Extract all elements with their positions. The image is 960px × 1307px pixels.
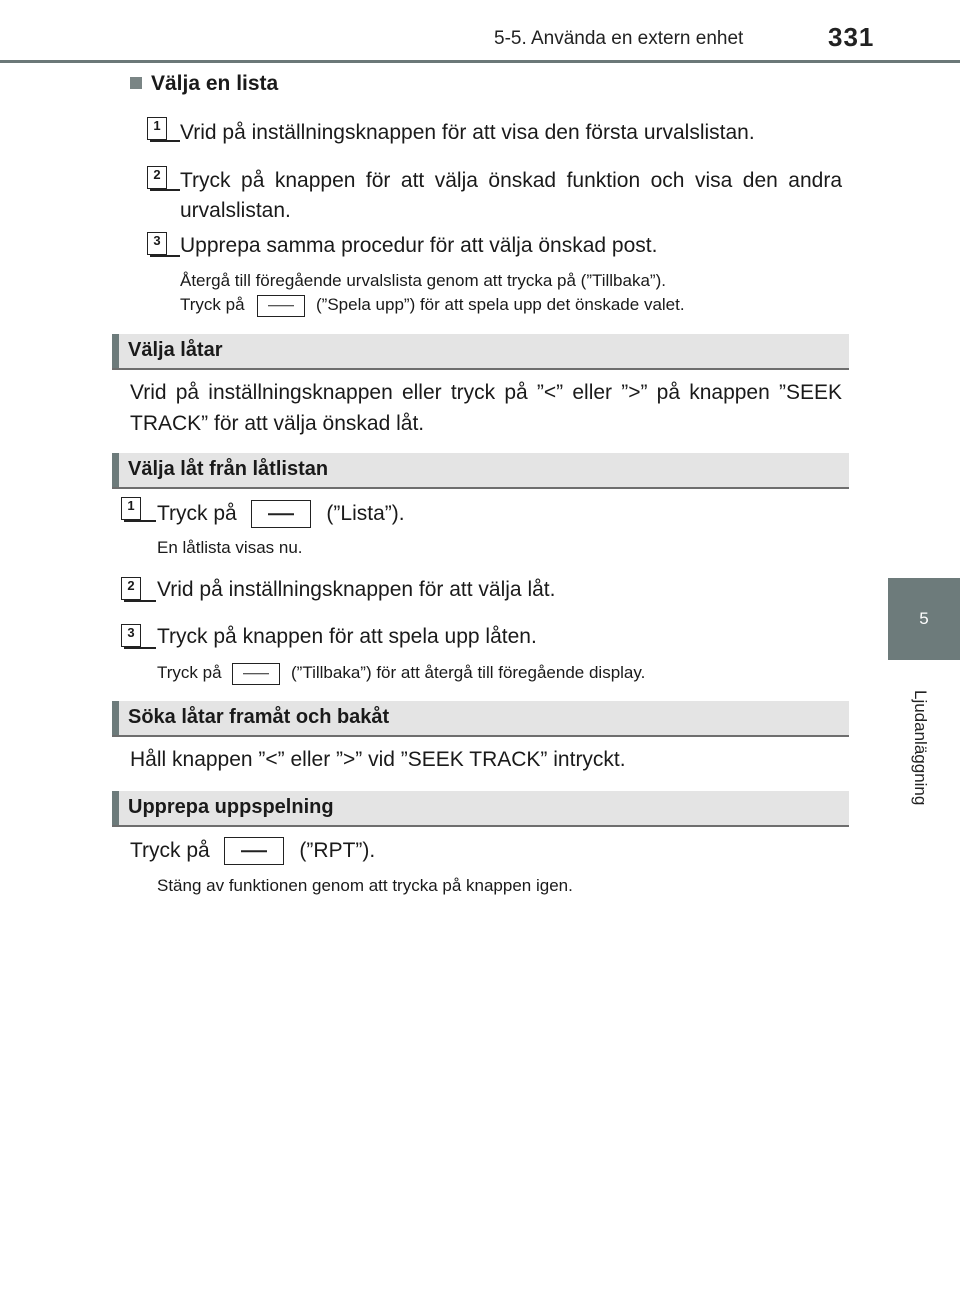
- section-bar-seek: [112, 701, 849, 737]
- step-number-text: 2: [127, 578, 135, 593]
- section-heading: Välja låt från låtlistan: [128, 458, 329, 480]
- step-text: Upprepa samma procedur för att välja önskad post.: [180, 234, 658, 257]
- rpt-button-icon: [224, 837, 284, 865]
- note-text: (”Tillbaka”) för att återgå till föregående display.: [291, 663, 646, 682]
- body-text: Håll knappen ”<” eller ”>” vid ”SEEK TRACK” intryckt.: [130, 748, 626, 771]
- subheading-select-list: [130, 72, 278, 96]
- section-heading: Välja låtar: [128, 339, 223, 361]
- step-number-text: 3: [153, 233, 161, 248]
- step-number-text: 3: [127, 625, 135, 640]
- body-text: Tryck på: [130, 839, 210, 862]
- play-button-icon: [257, 295, 305, 317]
- note-text: (”Spela upp”) för att spela upp det önskade valet.: [316, 295, 685, 314]
- note-text: Tryck på: [157, 663, 222, 682]
- chapter-tab: [888, 578, 960, 660]
- section-bar-select-tracks: [112, 334, 849, 370]
- square-bullet-icon: [130, 77, 142, 89]
- step-text: Vrid på inställningsknappen för att välja låt.: [157, 578, 556, 601]
- step-number-3: [121, 624, 141, 647]
- bar-accent: [112, 791, 119, 825]
- step-text: Vrid på inställningsknappen för att visa den första urvalslistan.: [180, 121, 755, 144]
- step-number-2: [147, 166, 167, 189]
- section-heading: Upprepa uppspelning: [128, 796, 334, 818]
- step-text: Tryck på knappen för att spela upp låten.: [157, 625, 537, 648]
- step-underline: [150, 140, 180, 142]
- step-underline: [150, 189, 180, 191]
- step-number-1: [147, 117, 167, 140]
- bar-accent: [112, 453, 119, 487]
- note-text: En låtlista visas nu.: [157, 538, 303, 557]
- list-button-icon: [251, 500, 311, 528]
- step-line: [157, 499, 405, 529]
- step-underline: [150, 255, 180, 257]
- section-bar-repeat: [112, 791, 849, 827]
- step-text: Tryck på knappen för att välja önskad funktion och visa den andra urvalslistan.: [180, 169, 842, 222]
- step-number-3: [147, 232, 167, 255]
- subheading-text: Välja en lista: [151, 72, 279, 95]
- bar-accent: [112, 334, 119, 368]
- back-button-icon: [232, 663, 280, 685]
- step-number-1: [121, 497, 141, 520]
- step-underline: [124, 600, 156, 602]
- step-text: Tryck på: [157, 502, 237, 525]
- step-underline: [124, 520, 156, 522]
- step-text: (”Lista”).: [326, 502, 405, 525]
- chapter-number: 5: [919, 609, 929, 628]
- section-title: 5-5. Använda en extern enhet: [494, 28, 744, 49]
- bar-accent: [112, 701, 119, 735]
- note-text: Stäng av funktionen genom att trycka på knappen igen.: [157, 876, 573, 895]
- step-number-text: 1: [127, 498, 135, 513]
- header-rule: [0, 60, 960, 63]
- note-line: [157, 662, 857, 685]
- step-underline: [124, 647, 156, 649]
- note-text: Återgå till föregående urvalslista genom att trycka på (”Tillbaka”).: [180, 271, 666, 290]
- section-bar-select-from-list: [112, 453, 849, 489]
- body-line: [130, 835, 375, 866]
- note-text: Tryck på: [180, 295, 245, 314]
- body-text: Vrid på inställningsknappen eller tryck på ”<” eller ”>” på knappen ”SEEK TRACK” för att välja önskad låt.: [130, 381, 842, 435]
- chapter-title: Ljudanläggning: [911, 690, 930, 806]
- step-number-text: 1: [153, 118, 161, 133]
- step-number-text: 2: [153, 167, 161, 182]
- note-line: [180, 294, 880, 317]
- body-text: (”RPT”).: [299, 839, 376, 862]
- step-number-2: [121, 577, 141, 600]
- section-heading: Söka låtar framåt och bakåt: [128, 706, 390, 728]
- page-number: 331: [828, 22, 875, 52]
